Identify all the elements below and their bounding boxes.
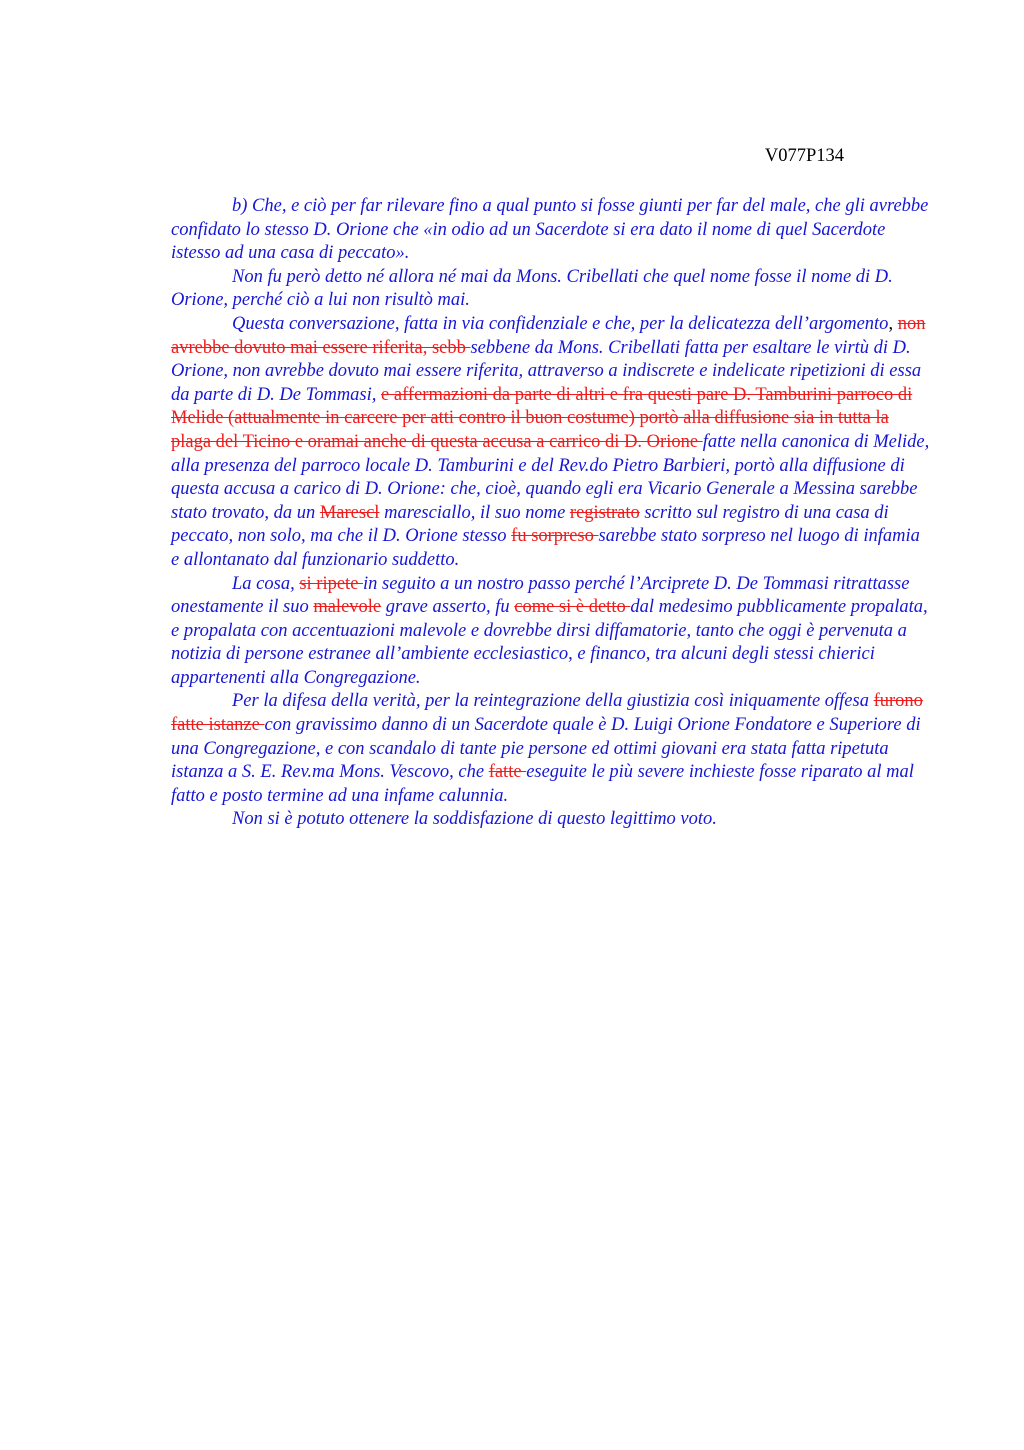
paragraph-5 [171,690,931,808]
inserted-text: Per la difesa della verità, per la reintegrazione della giustizia così iniquamente offesa [232,691,874,712]
plain-text: , [888,313,898,334]
deleted-text: si ripete [299,573,364,594]
inserted-text: Questa conversazione, fatta in via confidenziale e che, per la delicatezza dell’argomento [232,313,889,334]
inserted-text: sebbene da Mons. Cribellati fatta per esaltare le virtù di D. Orione, non avrebbe dovuto mai essere riferita, attraverso a indiscrete e indelicate ripetizioni di essa da parte di D. De Tommasi, [171,337,922,405]
inserted-text: Non si è potuto ottenere la soddisfazione di questo legittimo voto. [232,809,717,830]
inserted-text: dal medesimo pubblicamente propalata, e propalata con accentuazioni malevole e dovrebbe dirsi diffamatorie, tanto che oggi è pervenuta a notizia di persone estranee all’ambiente ecclesiastico, e financo, tra alcuni degli stessi chierici appartenenti alla Congregazione. [171,597,928,688]
deleted-text: e affermazioni da parte di altri e fra questi pare D. Tamburini parroco di Melide (attualmente in carcere per atti contro il buon costume) portò alla diffusione sia in tutta la plaga del Ticino e oramai anche di questa accusa a carrico di D. Orione [171,384,913,452]
deleted-text: fatte [488,762,527,783]
deleted-text: fu sorpreso [511,526,599,547]
inserted-text: maresciallo, il suo nome [379,502,570,523]
document-body [171,195,931,832]
paragraph-2 [171,266,931,313]
inserted-text: sarebbe stato sorpreso nel luogo di infamia e allontanato dal funzionario suddetto. [171,526,920,570]
paragraph-4 [171,573,931,691]
inserted-text: Non fu però detto né allora né mai da Mons. Cribellati che quel nome fosse il nome di D. Orione, perché ciò a lui non risultò mai. [171,266,893,311]
deleted-text: furono fatte istanze [171,691,923,736]
deleted-text: Marescl [319,502,380,523]
inserted-text: b) Che, e ciò per far rilevare fino a qual punto si fosse giunti per far del male, che gli avrebbe confidato lo stesso D. Orione che «in odio ad un Sacerdote si era dato il nome di quel Sacerdote istesso ad una casa di peccato». [171,196,929,264]
inserted-text: eseguite le più severe inchieste fosse riparato al mal fatto e posto termine ad una infame calunnia. [171,762,914,806]
deleted-text: non avrebbe dovuto mai essere riferita, sebb [171,313,926,358]
deleted-text: come si è detto [514,597,631,618]
deleted-text: registrato [569,502,640,523]
page-id: V077P134 [764,146,844,166]
deleted-text: malevole [313,597,382,618]
inserted-text: scritto sul registro di una casa di peccato, non solo, ma che il D. Orione stesso [171,502,889,547]
inserted-text: La cosa, [232,573,300,594]
inserted-text: fatte nella canonica di Melide, alla presenza del parroco locale D. Tamburini e del Rev.do Pietro Barbieri, portò alla diffusione di questa accusa a carico di D. Orione: che, cioè, quando egli era Vicario Generale a Messina sarebbe stato trovato, da un [171,431,930,523]
paragraph-6 [171,808,931,832]
inserted-text: grave asserto, fu [381,597,515,618]
inserted-text: con gravissimo danno di un Sacerdote quale è D. Luigi Orione Fondatore e Superiore di una Congregazione, e con scandalo di tante pie persone ed ottimi giovani era stata fatta ripetuta istanza a S. E. Rev.ma Mons. Vescovo, che [171,715,921,783]
paragraph-1 [171,195,931,266]
paragraph-3 [171,313,931,573]
inserted-text: in seguito a un nostro passo perché l’Arciprete D. De Tommasi ritrattasse onestamente il suo [171,573,910,618]
